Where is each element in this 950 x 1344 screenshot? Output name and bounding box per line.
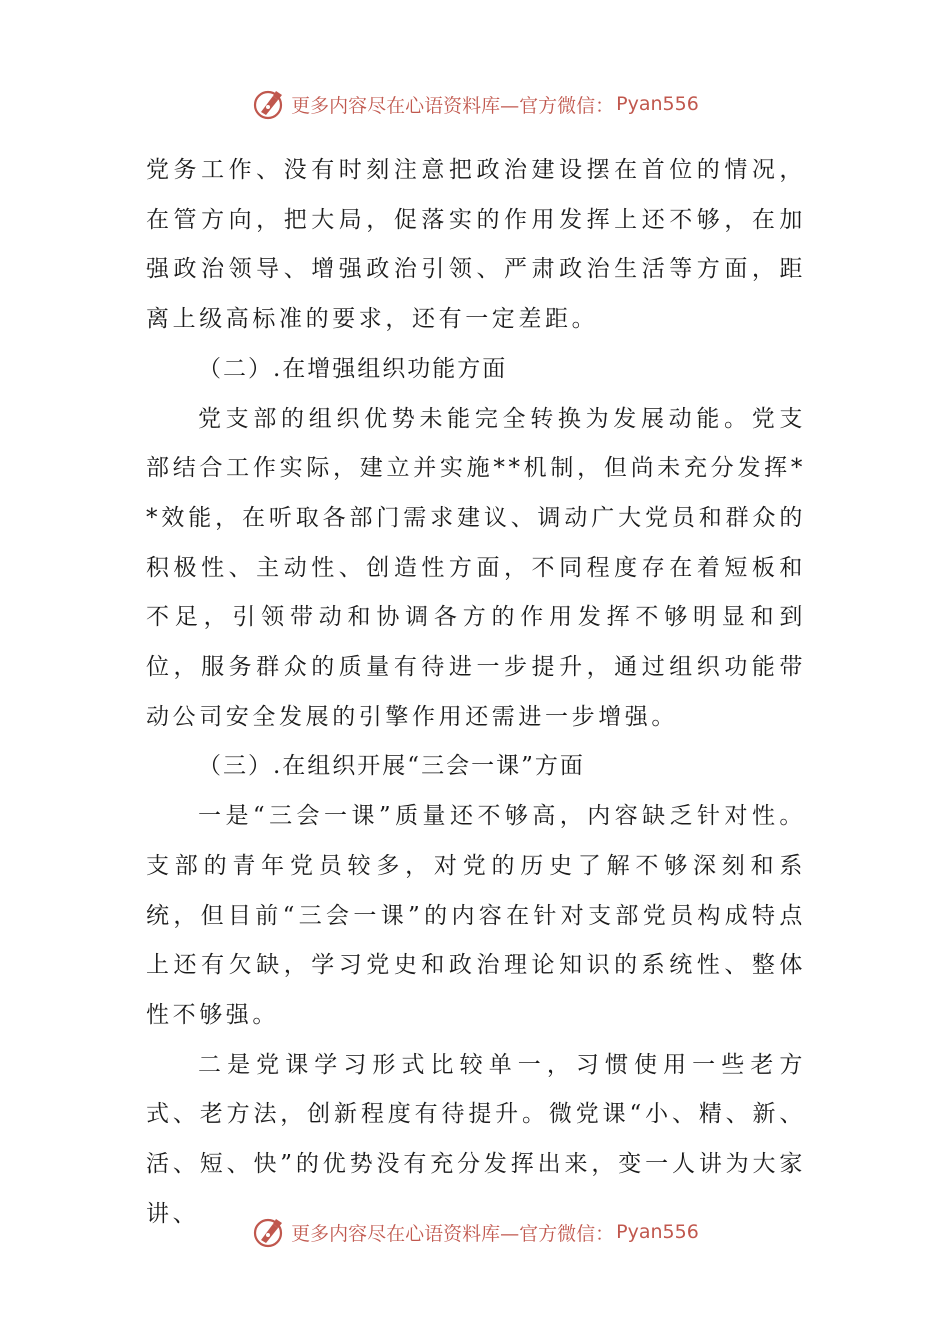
paragraph: 一是“三会一课”质量还不够高，内容缺乏针对性。支部的青年党员较多，对党的历史了解不够深刻和系统，但目前“三会一课”的内容在针对支部党员构成特点上还有欠缺，学习党史和政治理论知识的系统性、整体性不够强。 [146, 803, 806, 1028]
watermark-text: 更多内容尽在心语资料库—官方微信： [291, 1222, 615, 1245]
pen-nib-logo-icon [251, 86, 287, 122]
paragraph: 党支部的组织优势未能完全转换为发展动能。党支部结合工作实际，建立并实施**机制，但尚未充分发挥**效能，在听取各部门需求建议、调动广大党员和群众的积极性、主动性、创造性方面，不同程度存在着短板和不足，引领带动和协调各方的作用发挥不够明显和到位，服务群众的质量有待进一步提升，通过组织功能带动公司安全发展的引擎作用还需进一步增强。 [146, 405, 806, 730]
header-watermark [0, 84, 950, 124]
section-heading: （二）.在增强组织功能方面 [198, 355, 508, 382]
document-body [146, 146, 806, 1239]
watermark-wechat-id: Pyan556 [616, 1221, 699, 1243]
paragraph: 二是党课学习形式比较单一，习惯使用一些老方式、老方法，创新程度有待提升。微党课“小、精、新、活、短、快”的优势没有充分发挥出来，变一人讲为大家讲、 [146, 1051, 806, 1227]
paragraph: 党务工作、没有时刻注意把政治建设摆在首位的情况，在管方向，把大局，促落实的作用发挥上还不够，在加强政治领导、增强政治引领、严肃政治生活等方面，距离上级高标准的要求，还有一定差距。 [146, 157, 806, 333]
section-heading: （三）.在组织开展“三会一课”方面 [198, 753, 585, 780]
watermark-text: 更多内容尽在心语资料库—官方微信： [291, 94, 615, 117]
footer-watermark [0, 1212, 950, 1252]
pen-nib-logo-icon [251, 1214, 287, 1250]
watermark-wechat-id: Pyan556 [616, 93, 699, 115]
